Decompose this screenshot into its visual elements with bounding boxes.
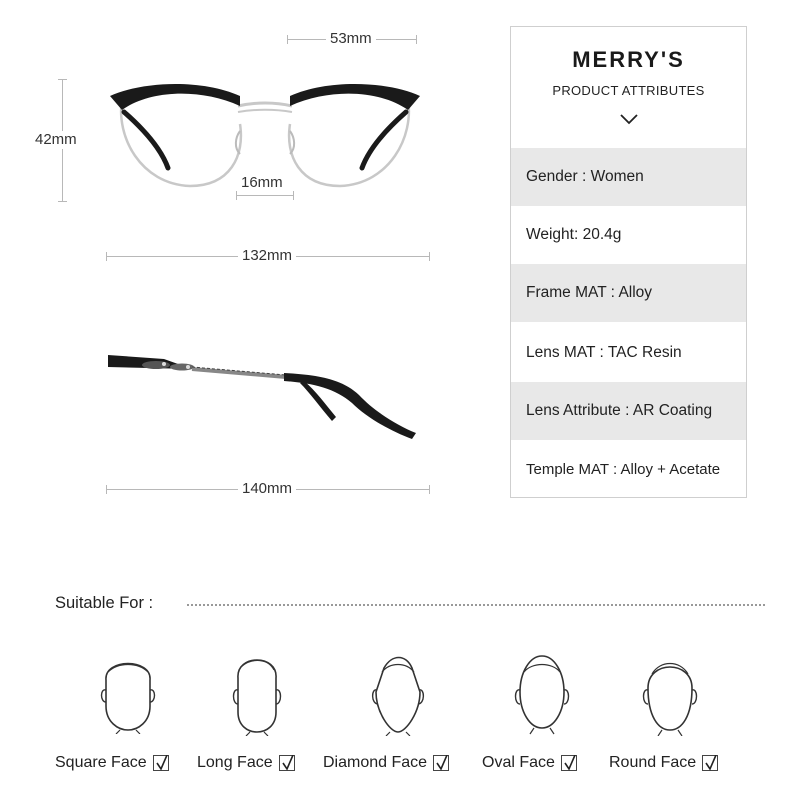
- face-option-long: [197, 754, 295, 772]
- check-icon: [153, 755, 169, 771]
- dim-tick: [236, 191, 237, 200]
- attribute-row-weight: [511, 206, 746, 264]
- check-icon: [561, 755, 577, 771]
- check-icon: [702, 755, 718, 771]
- glasses-temple-icon: [104, 345, 424, 445]
- attribute-row-lens-attribute: [511, 382, 746, 440]
- face-label: Square Face: [55, 754, 147, 771]
- chevron-down-icon: [619, 113, 639, 125]
- product-attributes-panel: [510, 26, 747, 498]
- attribute-row-lens-mat: [511, 324, 746, 382]
- square-face-icon: [96, 650, 160, 734]
- suitable-heading: Suitable For :: [55, 594, 154, 612]
- dim-tick: [58, 79, 67, 80]
- attribute-row-gender: [511, 148, 746, 206]
- face-label: Diamond Face: [323, 754, 428, 771]
- check-icon: [279, 755, 295, 771]
- face-option-diamond: [323, 754, 449, 772]
- dotted-divider: [187, 604, 765, 606]
- round-face-icon: [638, 650, 702, 736]
- check-icon: [433, 755, 449, 771]
- dim-tick: [416, 35, 417, 44]
- frame-width-label: 132mm: [238, 247, 296, 265]
- attribute-text: Lens MAT : TAC Resin: [526, 344, 682, 361]
- face-option-round: [609, 754, 718, 772]
- oval-face-icon: [510, 650, 574, 736]
- diamond-face-icon: [366, 650, 430, 736]
- attribute-text: Lens Attribute : AR Coating: [526, 402, 713, 419]
- temple-length-label: 140mm: [238, 480, 296, 498]
- attribute-row-temple-mat: [511, 440, 746, 498]
- face-option-oval: [482, 754, 577, 772]
- dim-tick: [58, 201, 67, 202]
- attribute-text: Frame MAT : Alloy: [526, 284, 653, 301]
- face-option-square: [55, 754, 169, 772]
- attribute-text: Weight: 20.4g: [526, 226, 622, 243]
- dim-tick: [106, 252, 107, 261]
- face-label: Oval Face: [482, 754, 555, 771]
- bridge-label: 16mm: [237, 174, 287, 192]
- brand-logo: MERRY'S: [572, 47, 685, 72]
- attribute-text: Temple MAT : Alloy + Acetate: [526, 460, 721, 478]
- dim-tick: [429, 252, 430, 261]
- lens-width-label: 53mm: [326, 30, 376, 48]
- dim-tick: [106, 485, 107, 494]
- attribute-text: Gender : Women: [526, 168, 644, 185]
- dim-tick: [293, 191, 294, 200]
- bridge-line: [236, 195, 294, 196]
- dim-tick: [429, 485, 430, 494]
- dim-tick: [287, 35, 288, 44]
- face-label: Long Face: [197, 754, 273, 771]
- long-face-icon: [228, 650, 286, 736]
- panel-subtitle: PRODUCT ATTRIBUTES: [552, 83, 705, 98]
- face-label: Round Face: [609, 754, 697, 771]
- attribute-row-frame-mat: [511, 264, 746, 322]
- lens-height-label: 42mm: [35, 131, 77, 148]
